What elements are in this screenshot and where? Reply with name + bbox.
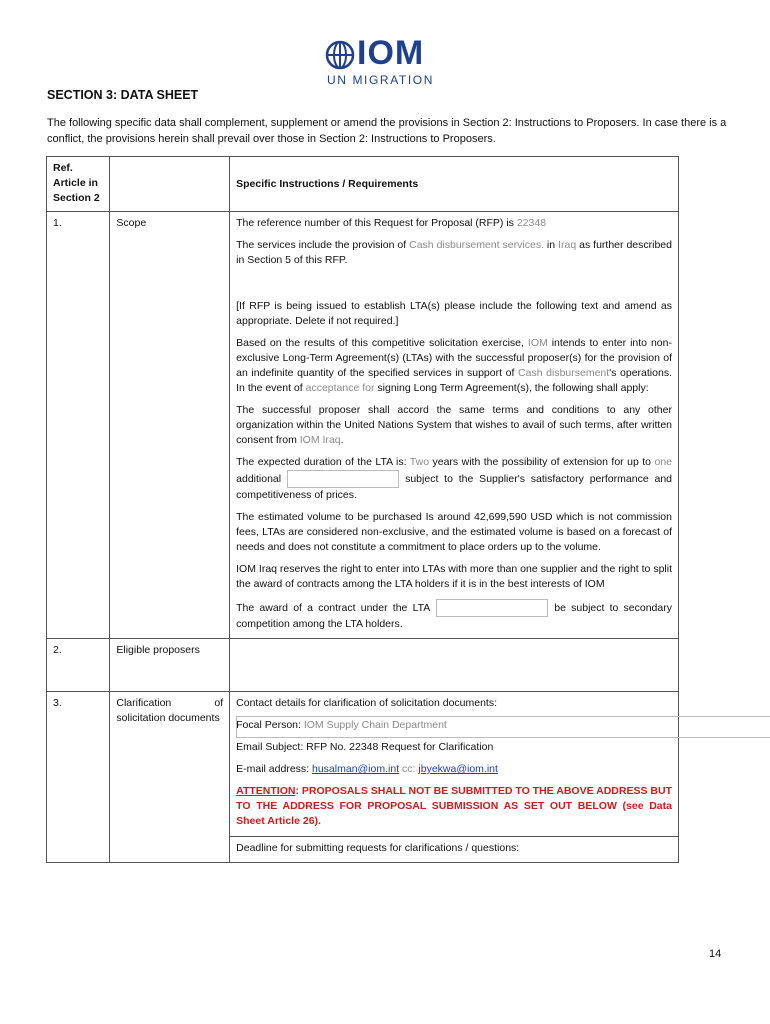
table-header-row xyxy=(47,157,679,212)
email-link-primary[interactable]: husalman@iom.int xyxy=(312,763,400,775)
data-sheet-table xyxy=(46,156,679,863)
header-empty xyxy=(110,157,230,212)
eligible-proposers-field[interactable] xyxy=(236,716,770,738)
attention-notice: ATTENTION: PROPOSALS SHALL NOT BE SUBMITTED TO THE ABOVE ADDRESS BUT TO THE ADDRESS FOR PROPOSAL SUBMISSION AS SET OUT BELOW (see Data Sheet Article 26). xyxy=(236,785,672,827)
logo-subtext: UN MIGRATION xyxy=(327,73,434,87)
section-title: SECTION 3: DATA SHEET xyxy=(47,88,199,102)
row-number: 2. xyxy=(47,639,110,692)
row-label: Scope xyxy=(110,212,230,639)
award-option-field[interactable] xyxy=(436,599,548,617)
row-number: 3. xyxy=(47,692,110,863)
page-number: 14 xyxy=(709,948,722,960)
header-ref-article: Ref. Article in Section 2 xyxy=(47,157,110,212)
table-row-eligible xyxy=(47,639,679,692)
row-label: Eligible proposers xyxy=(110,639,230,692)
clarification-content: Contact details for clarification of solicitation documents: Focal Person: IOM Supply Chain Department Email Subject: RFP No. 22348 Request for Clarification E-mail address: husalman@iom.int cc: jbyekwa@iom.int ATTENTION: PROPOSALS SHALL NOT BE SUBMITTED TO THE ABOVE ADDRESS BUT TO THE ADDRESS FOR PROPOSAL SUBMISSION AS SET OUT BELOW (see Data Sheet Article 26). Deadline for submitting requests for clarifications / questions: xyxy=(230,692,679,863)
iom-logo xyxy=(325,34,445,90)
header-instructions: Specific Instructions / Requirements xyxy=(230,157,679,212)
globe-icon xyxy=(325,40,355,70)
extension-period-field[interactable] xyxy=(287,470,399,488)
eligible-content xyxy=(230,639,679,692)
row-label: Clarification of solicitation documents xyxy=(110,692,230,863)
logo-text: IOM xyxy=(357,34,425,72)
row-number: 1. xyxy=(47,212,110,639)
scope-content: The reference number of this Request for Proposal (RFP) is 22348 The services include the provision of Cash disbursement services. in Iraq as further described in Section 5 of this RFP. [If RFP is being issued to establish LTA(s) please include the following text and amend as appropriate. Delete if not required.] Based on the results of this competitive solicitation exercise, IOM intends to enter into non-exclusive Long-Term Agreement(s) (LTAs) with the successful proposer(s) for the provision of an indefinite quantity of the specified services in support of Cash disbursement's operations. In the event of acceptance for signing Long Term Agreement(s), the following shall apply: The successful proposer shall accord the same terms and conditions to any other organization within the United Nations System that wishes to avail of such terms, after written consent from IOM Iraq. The expected duration of the LTA is: Two years with the possibility of extension for up to one additional subject to the Supplier's satisfactory performance and competitiveness of prices. The estimated volume to be purchased Is around 42,699,590 USD which is not commission fees, LTAs are considered non-exclusive, and the estimated volume is based on a forecast of needs and does not constitute a commitment to place orders up to the volume. IOM Iraq reserves the right to enter into LTAs with more than one supplier and the right to split the award of contracts among the LTA holders if it is in the best interests of IOM The award of a contract under the LTA be subject to secondary competition among the LTA holders. xyxy=(230,212,679,639)
email-link-cc[interactable]: jbyekwa@iom.int xyxy=(418,763,498,775)
table-row-scope xyxy=(47,212,679,639)
intro-paragraph: The following specific data shall complement, supplement or amend the provisions in Section 2: Instructions to Proposers. In case there is a conflict, the provisions herein shall prevail over those in Section 2: Instructions to Proposers. xyxy=(47,117,727,145)
